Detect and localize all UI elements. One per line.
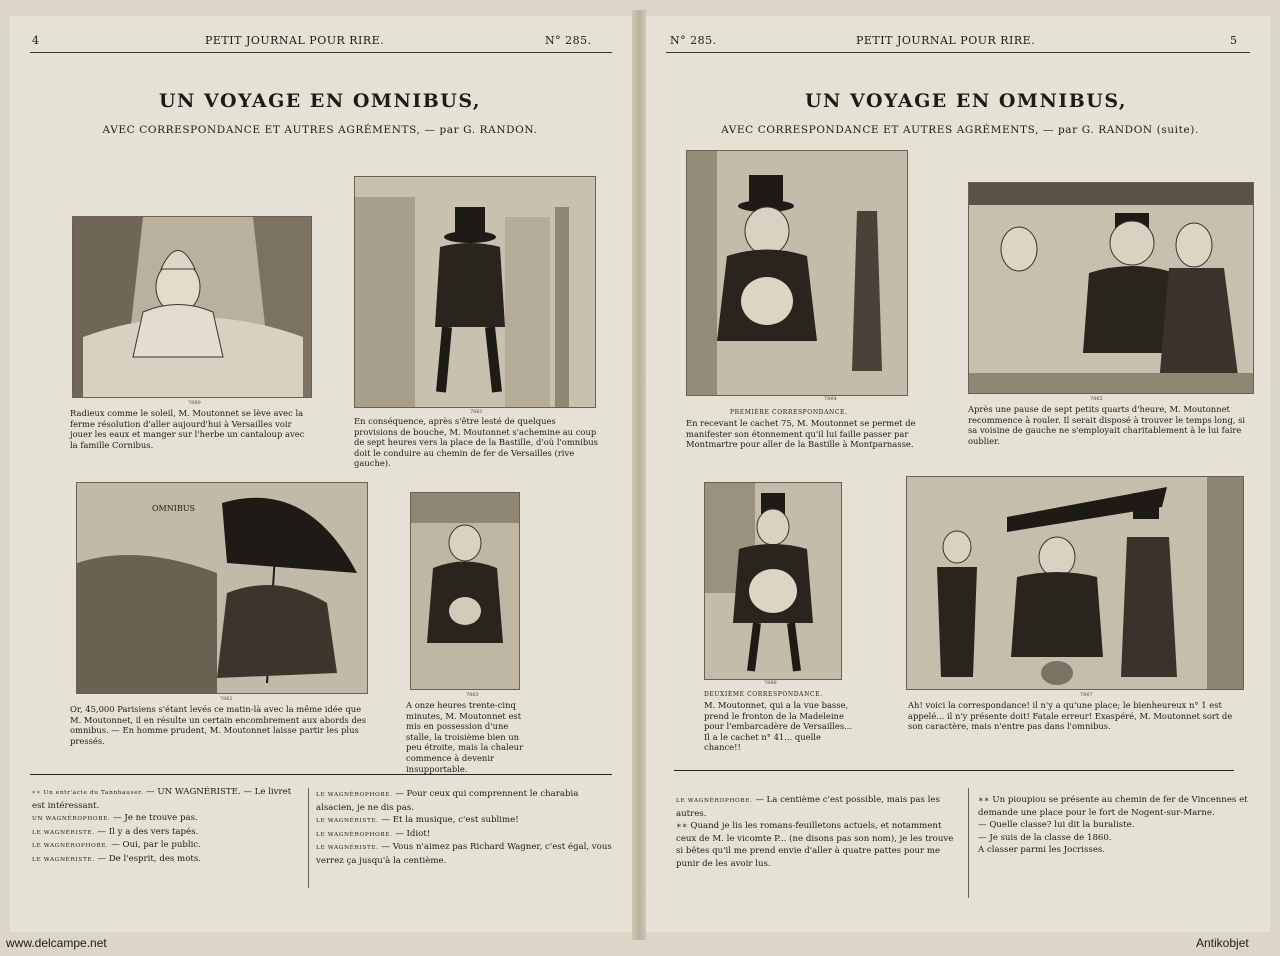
anecdote-paragraph xyxy=(676,820,960,870)
dialogue-line xyxy=(32,839,300,853)
miscellany-column-left-1 xyxy=(32,786,300,867)
dialogue-line xyxy=(32,786,300,812)
left-page-number: 4 xyxy=(32,34,40,47)
illustration-number: 7860 xyxy=(188,400,201,406)
left-issue-number: N° 285. xyxy=(545,34,592,47)
left-page xyxy=(10,16,632,932)
illustration-moutonnet-waking xyxy=(72,216,312,398)
dialogue-line xyxy=(316,788,612,814)
illustration-caption: En conséquence, après s'être lesté de quelques provisions de bouche, M. Moutonnet s'achemine au coup de sept heures vers la place de la Bastille, d'où l'omnibus doit le conduire au chemin de fer de Versailles (rive gauche). xyxy=(354,416,598,469)
section-separator xyxy=(30,774,612,775)
left-article-title: UN VOYAGE EN OMNIBUS, xyxy=(158,90,481,112)
man-with-umbrella-engraving xyxy=(705,483,841,679)
illustration-first-correspondence xyxy=(686,150,908,396)
dialogue-line xyxy=(316,828,612,842)
miscellany-column-right-2 xyxy=(978,794,1250,857)
anecdote-text: — Je suis de la classe de 1860. xyxy=(978,832,1112,843)
dialogue-line xyxy=(32,826,300,840)
illustration-moutonnet-walking xyxy=(354,176,596,408)
watermark-delcampe: www.delcampe.net xyxy=(6,936,107,950)
speaker: LE WAGNÉRISTE. xyxy=(32,856,95,863)
miscellany-column-left-2 xyxy=(316,788,612,868)
speaker: LE WAGNÉRISTE. xyxy=(32,829,95,836)
anecdote-lead: ∗∗ Quand je lis les romans-feuilletons actuels, xyxy=(676,821,878,832)
illustration-fight-at-omnibus xyxy=(906,476,1244,690)
illustration-number: 7865 xyxy=(1090,396,1103,402)
illustration-number: 7864 xyxy=(824,396,837,402)
illustration-number: 7866 xyxy=(764,680,777,686)
dialogue-text: — UN WAGNÉRISTE. — Le livret est intéressant. xyxy=(32,787,292,811)
anecdote-text: A classer parmi les Jocrisses. xyxy=(978,845,1106,856)
speaker: LE WAGNÉROPHOBE. xyxy=(676,798,753,804)
right-page xyxy=(646,16,1270,932)
speaker: LE WAGNÉRISTE. xyxy=(316,818,379,825)
section-separator xyxy=(674,770,1234,771)
bed-scene-engraving xyxy=(73,217,311,397)
anecdote-text: — Quelle classe? lui dit la buraliste. xyxy=(978,820,1135,831)
illustration-caption: Radieux comme le soleil, M. Moutonnet se lève avec la ferme résolution d'aller aujourd'hui à Versailles voir jouer les eaux et manger sur l'herbe un cantaloup avec la famille Cornibus. xyxy=(70,408,305,450)
fight-scene-engraving xyxy=(907,477,1243,689)
illustration-second-correspondence xyxy=(704,482,842,680)
dialogue-text: — La centième c'est possible, mais pas les autres. xyxy=(676,795,940,819)
illustration-number: 7862 xyxy=(220,696,233,702)
illustration-moutonnet-seated xyxy=(410,492,520,690)
dialogue-text: — Il y a des vers tapés. xyxy=(94,826,199,837)
speaker: ∗∗ Un entr'acte du Tannhauser. xyxy=(32,790,144,796)
dialogue-line xyxy=(316,841,612,867)
speaker: LE WAGNÉROPHOBE. xyxy=(32,843,109,850)
column-separator xyxy=(968,788,969,898)
column-separator xyxy=(308,788,309,888)
right-page-number: 5 xyxy=(1230,34,1238,47)
anecdote-line xyxy=(978,832,1250,845)
illustration-heading: DEUXIÈME CORRESPONDANCE. xyxy=(704,691,823,698)
dialogue-text: — Je ne trouve pas. xyxy=(110,813,198,824)
speaker: LE WAGNÉROPHOBE. xyxy=(316,792,393,798)
book-gutter xyxy=(632,10,646,940)
illustration-number: 7867 xyxy=(1080,692,1093,698)
right-running-title: PETIT JOURNAL POUR RIRE. xyxy=(856,34,1036,47)
dialogue-text: — Pour ceux qui comprennent le charabia alsacien, je ne dis pas. xyxy=(316,789,579,813)
illustration-number: 7861 xyxy=(470,409,483,415)
illustration-caption: A onze heures trente-cinq minutes, M. Moutonnet est mis en possession d'une stalle, la troisième bien un peu étroite, mais la chaleur commence à devenir insupportable. xyxy=(406,700,524,774)
right-article-title: UN VOYAGE EN OMNIBUS, xyxy=(804,90,1127,112)
omnibus-sign: OMNIBUS xyxy=(152,504,196,513)
illustration-omnibus-crowd xyxy=(76,482,368,694)
speaker: LE WAGNÉROPHOBE. xyxy=(316,831,393,838)
illustration-caption: Or, 45,000 Parisiens s'étant levés ce matin-là avec la même idée que M. Moutonnet, il en résulte un certain encombrement aux abords des omnibus. — En homme prudent, M. Moutonnet laisse partir les plus pressés. xyxy=(70,704,367,746)
illustration-caption: M. Moutonnet, qui a la vue basse, prend le fronton de la Madeleine pour l'embarcadère de Versailles... Il a le cachet n° 41... quelle chance!! xyxy=(704,700,853,753)
dialogue-line xyxy=(32,812,300,826)
dialogue-line xyxy=(676,794,960,820)
speaker: UN WAGNÉROPHOBE. xyxy=(32,816,111,823)
dialogue-text: — Et la musique, c'est sublime! xyxy=(378,815,519,826)
two-men-engraving xyxy=(687,151,907,395)
illustration-caption: Après une pause de sept petits quarts d'heure, M. Moutonnet recommence à rouler. Il serait disposé à trouver le temps long, si sa voisine de gauche ne s'employait charitablement à le lui faire oublier. xyxy=(968,404,1246,446)
header-rule xyxy=(30,52,612,53)
crowd-scene-engraving xyxy=(77,483,367,693)
right-issue-number: N° 285. xyxy=(670,34,717,47)
anecdote-line xyxy=(978,844,1250,857)
street-scene-engraving xyxy=(355,177,595,407)
left-article-subtitle: AVEC CORRESPONDANCE ET AUTRES AGRÉMENTS, — par G. RANDON. xyxy=(102,124,538,136)
dialogue-text: — Idiot! xyxy=(392,828,431,839)
seated-man-engraving xyxy=(411,493,519,689)
anecdote-text: et notamment ceux de M. le vicomte P... (ne disons pas son nom), je les trouve si bêtes qu'il me prend envie d'aller à quatre pattes pour me punir de les avoir lus. xyxy=(676,821,954,869)
header-rule xyxy=(666,52,1250,53)
anecdote-text: et demande une place pour le fort de Nogent-sur-Marne. xyxy=(978,795,1248,818)
miscellany-column-right-1 xyxy=(676,794,960,871)
illustration-number: 7863 xyxy=(466,692,479,698)
omnibus-interior-engraving xyxy=(969,183,1253,393)
anecdote-paragraph xyxy=(978,794,1250,819)
dialogue-text: — De l'esprit, des mots. xyxy=(94,853,201,864)
dialogue-text: — Vous n'aimez pas Richard Wagner, c'est égal, vous verrez ça jusqu'à la centième. xyxy=(316,842,612,866)
dialogue-line xyxy=(316,814,612,828)
dialogue-text: — Oui, par le public. xyxy=(108,840,201,851)
watermark-antikobjet: Antikobjet xyxy=(1196,936,1249,950)
right-article-subtitle: AVEC CORRESPONDANCE ET AUTRES AGRÉMENTS, — par G. RANDON (suite). xyxy=(721,124,1199,136)
illustration-omnibus-interior xyxy=(968,182,1254,394)
illustration-caption: Ah! voici la correspondance! il n'y a qu'une place; le bienheureux n° 1 est appelé... il n'y présente doit! Fatale erreur! Exaspéré, M. Moutonnet sort de son caractère, mais n'entre pas dans l'omnibus. xyxy=(908,700,1233,732)
speaker: LE WAGNÉRISTE. xyxy=(316,845,379,852)
anecdote-lead: ∗∗ Un pioupiou se présente au chemin de fer de Vincennes xyxy=(978,795,1237,805)
illustration-caption: En recevant le cachet 75, M. Moutonnet se permet de manifester son étonnement qu'il lui faille passer par Montmartre pour aller de la Bastille à Montparnasse. xyxy=(686,418,916,450)
illustration-heading: PREMIÈRE CORRESPONDANCE. xyxy=(730,409,848,416)
left-running-title: PETIT JOURNAL POUR RIRE. xyxy=(205,34,385,47)
anecdote-line xyxy=(978,819,1250,832)
dialogue-line xyxy=(32,853,300,867)
